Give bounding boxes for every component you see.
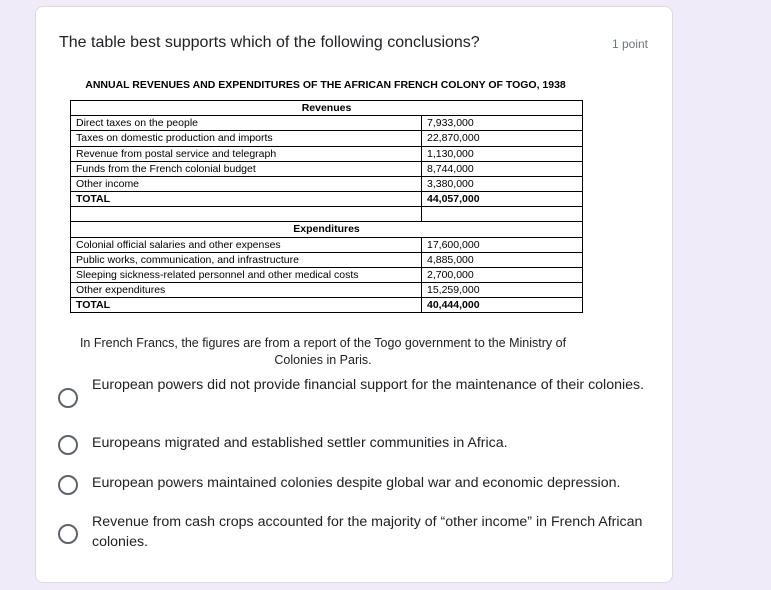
revenue-expenditure-table	[70, 100, 583, 313]
answer-option[interactable]	[58, 433, 662, 453]
row-value: 17,600,000	[422, 237, 583, 252]
option-label: Revenue from cash crops accounted for the majority of “other income” in French African colonies.	[92, 514, 643, 550]
table-row	[71, 161, 583, 176]
row-label: TOTAL	[71, 298, 422, 313]
row-value: 1,130,000	[422, 146, 583, 161]
row-value: 44,057,000	[422, 192, 583, 207]
option-label: Europeans migrated and established settler communities in Africa.	[92, 435, 508, 451]
table-header-row	[71, 222, 583, 237]
table-row	[71, 267, 583, 282]
table-row	[71, 146, 583, 161]
table-title: ANNUAL REVENUES AND EXPENDITURES OF THE AFRICAN FRENCH COLONY OF TOGO, 1938	[85, 79, 566, 91]
table-total-row	[71, 298, 583, 313]
radio-button[interactable]	[58, 524, 78, 544]
question-title: The table best supports which of the following conclusions?	[59, 34, 480, 51]
row-label: Funds from the French colonial budget	[71, 161, 422, 176]
table-row	[71, 252, 583, 267]
table-header-row	[71, 101, 583, 116]
row-value: 2,700,000	[422, 267, 583, 282]
row-value: 8,744,000	[422, 161, 583, 176]
option-label: European powers did not provide financial support for the maintenance of their colonies.	[92, 377, 645, 393]
row-label: Direct taxes on the people	[71, 116, 422, 131]
row-value: 40,444,000	[422, 298, 583, 313]
table-spacer-row	[71, 207, 583, 222]
row-label: Taxes on domestic production and imports	[71, 131, 422, 146]
spacer-cell	[422, 207, 583, 222]
points-label: 1 point	[611, 37, 648, 51]
row-label: Other income	[71, 176, 422, 191]
row-value: 22,870,000	[422, 131, 583, 146]
answer-option[interactable]	[58, 375, 662, 395]
option-label: European powers maintained colonies despite global war and economic depression.	[92, 475, 621, 491]
table-row	[71, 131, 583, 146]
table-row	[71, 176, 583, 191]
table-caption: In French Francs, the figures are from a report of the Togo government to the Ministry of Colonies in Paris.	[79, 336, 567, 367]
question-card	[35, 6, 673, 583]
revenues-header: Revenues	[71, 101, 583, 116]
row-value: 4,885,000	[422, 252, 583, 267]
radio-button[interactable]	[58, 435, 78, 455]
row-label: Sleeping sickness-related personnel and other medical costs	[71, 267, 422, 282]
row-label: Public works, communication, and infrastructure	[71, 252, 422, 267]
table-row	[71, 116, 583, 131]
radio-button[interactable]	[58, 388, 78, 408]
expenditures-header: Expenditures	[71, 222, 583, 237]
spacer-cell	[71, 207, 422, 222]
row-value: 3,380,000	[422, 176, 583, 191]
table-row	[71, 283, 583, 298]
table-row	[71, 237, 583, 252]
answer-option[interactable]	[58, 473, 692, 493]
row-value: 15,259,000	[422, 283, 583, 298]
row-label: Other expenditures	[71, 283, 422, 298]
row-label: Colonial official salaries and other expenses	[71, 237, 422, 252]
radio-button[interactable]	[58, 475, 78, 495]
row-value: 7,933,000	[422, 116, 583, 131]
answer-option[interactable]	[58, 512, 662, 552]
table-figure	[70, 79, 583, 313]
row-label: TOTAL	[71, 192, 422, 207]
table-total-row	[71, 192, 583, 207]
row-label: Revenue from postal service and telegraph	[71, 146, 422, 161]
